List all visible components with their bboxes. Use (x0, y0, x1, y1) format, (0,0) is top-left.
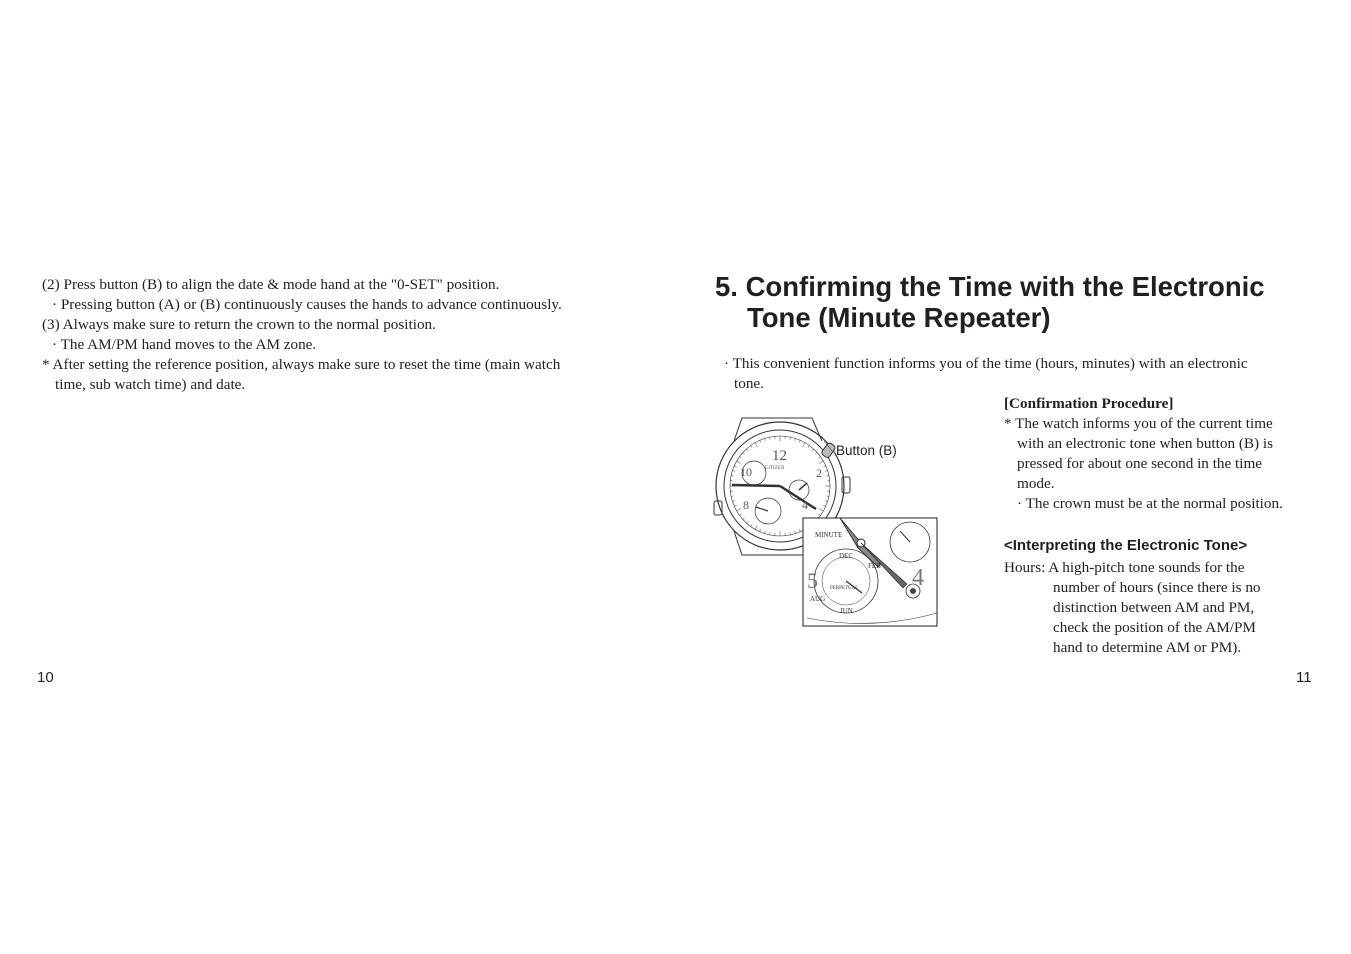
intro-line1: · This convenient function informs you of the time (hours, minutes) with an electronic (724, 355, 1248, 372)
dial-tick (826, 496, 828, 497)
dial-tick (826, 476, 828, 477)
section-title-line1: 5. Confirming the Time with the Electronic (715, 271, 1265, 302)
reset-note-line1: * After setting the reference position, always make sure to reset the time (main watch (42, 356, 561, 373)
confirmation-procedure (1004, 394, 1334, 514)
dial-tick (818, 457, 820, 458)
hours-line: hand to determine AM or PM). (1053, 639, 1242, 656)
procedure-line: pressed for about one second in the time (1017, 455, 1263, 472)
dial-tick (819, 509, 823, 512)
brand-logo: CITIZEN (765, 466, 785, 471)
inset-label-jun: JUN (840, 607, 853, 615)
dial-tick (799, 529, 800, 531)
inset-label-perpetual: PERPETUAL (830, 586, 859, 591)
dial-tick (790, 532, 791, 534)
dial-tick (732, 501, 734, 502)
dial-tick (790, 437, 791, 439)
dial-tick (823, 505, 825, 506)
dial-tick (732, 471, 734, 472)
dial-tick (803, 443, 806, 447)
hours-line: check the position of the AM/PM (1053, 619, 1256, 636)
dial-tick (747, 449, 749, 451)
dial-number-4: 4 (802, 498, 808, 512)
section-title (715, 271, 1325, 333)
inset-number-4: 4 (912, 565, 924, 591)
dial-tick (808, 446, 809, 448)
step-2-text: (2) Press button (B) to align the date & mode hand at the "0-SET" position. (42, 276, 500, 293)
dial-tick (823, 466, 825, 467)
procedure-heading: [Confirmation Procedure] (1004, 395, 1174, 412)
dial-tick (770, 437, 771, 439)
step-2-note: · Pressing button (A) or (B) continuously causes the hands to advance continuously. (52, 296, 562, 313)
hours-explanation (1004, 558, 1334, 658)
inset-label-aug: AUG (810, 595, 826, 603)
step-3-text: (3) Always make sure to return the crown to the normal position. (42, 316, 436, 333)
dial-tick (765, 438, 766, 440)
intro-text (724, 354, 1324, 394)
dial-tick (743, 453, 745, 455)
inset-label-feb: FEB (868, 562, 881, 570)
procedure-line: * The watch informs you of the current time (1004, 415, 1273, 432)
dial-tick (740, 514, 742, 515)
page-number-right: 11 (1296, 669, 1312, 686)
procedure-line: mode. (1017, 475, 1055, 492)
reset-note-line2: time, sub watch time) and date. (55, 376, 246, 393)
dial-tick (734, 505, 736, 506)
dial-tick (747, 521, 749, 523)
dial-tick (812, 449, 814, 451)
dial-tick (731, 496, 733, 497)
hours-line: Hours: A high-pitch tone sounds for the (1004, 559, 1245, 576)
dial-tick (737, 509, 741, 512)
dial-tick (765, 531, 766, 533)
zoom-inset (803, 518, 937, 626)
inset-label-minute: MINUTE (815, 531, 843, 539)
dial-tick (734, 466, 736, 467)
dial-tick (755, 525, 758, 529)
dial-tick (770, 532, 771, 534)
dial-tick (760, 529, 761, 531)
dial-tick (743, 518, 745, 520)
dial-number-10: 10 (740, 465, 752, 479)
inset-label-dec: DEC (839, 552, 853, 560)
hours-line: number of hours (since there is no (1053, 579, 1261, 596)
left-page-text (42, 275, 642, 395)
hours-line: distinction between AM and PM, (1053, 599, 1255, 616)
dial-tick (751, 524, 752, 526)
dial-tick (825, 471, 827, 472)
dial-tick (740, 457, 742, 458)
button-b-label: Button (B) (836, 443, 897, 458)
section-title-line2: Tone (Minute Repeater) (747, 302, 1051, 333)
dial-tick (799, 440, 800, 442)
dial-number-8: 8 (743, 498, 749, 512)
page-number-left: 10 (37, 669, 54, 686)
dial-tick (760, 440, 761, 442)
dial-tick (751, 446, 752, 448)
dial-tick (825, 501, 827, 502)
intro-line2: tone. (734, 375, 764, 392)
dial-tick (795, 531, 796, 533)
dial-tick (731, 476, 733, 477)
dial-tick (795, 438, 796, 440)
dial-number-2: 2 (816, 466, 822, 480)
tone-heading: <Interpreting the Electronic Tone> (1004, 537, 1248, 554)
dial-number-12: 12 (772, 448, 787, 464)
inset-number-5: 5 (807, 568, 818, 593)
dial-tick (737, 461, 741, 464)
procedure-note: · The crown must be at the normal position. (1017, 495, 1283, 512)
step-3-note: · The AM/PM hand moves to the AM zone. (52, 336, 317, 353)
dial-tick (755, 443, 758, 447)
procedure-line: with an electronic tone when button (B) is (1017, 435, 1274, 452)
dial-tick (819, 461, 823, 464)
dial-tick (818, 514, 820, 515)
watch-illustration (712, 413, 942, 631)
button-b (821, 442, 836, 459)
dial-tick (815, 453, 817, 455)
